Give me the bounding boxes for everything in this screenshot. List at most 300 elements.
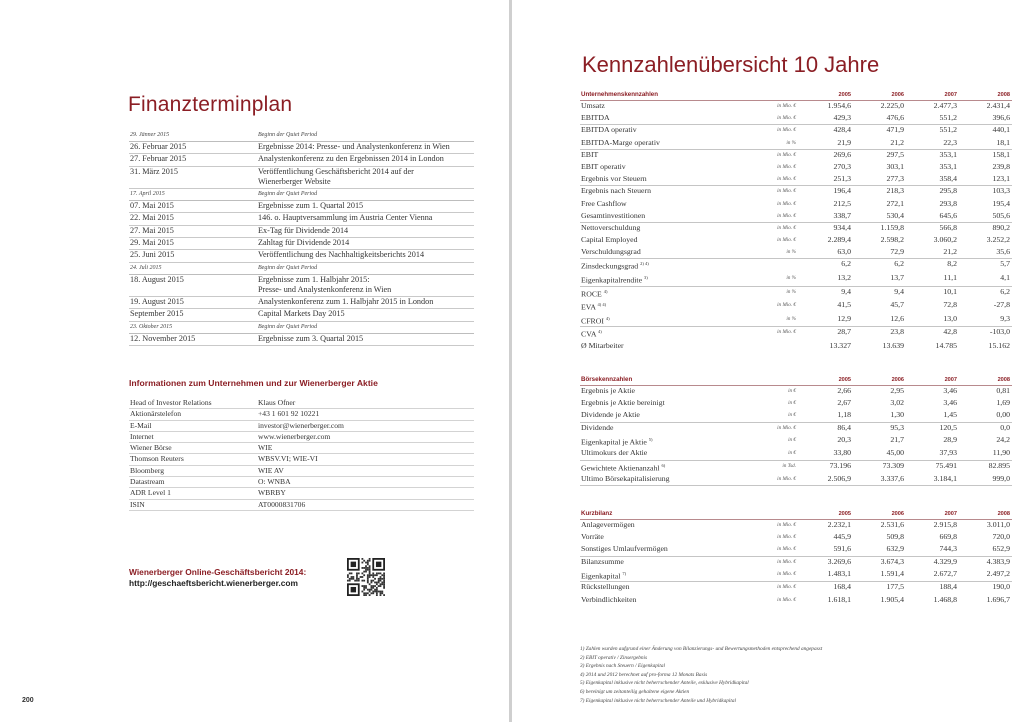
kpi-row [580, 174, 1012, 186]
kpi-value: 72,8 [943, 300, 957, 310]
kpi-unit: in Mio. € [777, 237, 796, 244]
kpi-value: 188,4 [939, 582, 958, 592]
calendar-date: 07. Mai 2015 [129, 200, 257, 212]
kpi-unit: in Mio. € [722, 113, 800, 125]
kpi-label [580, 247, 722, 259]
kpi-unit: in Mio. € [777, 188, 796, 195]
quiet-period-row [129, 130, 474, 142]
kpi-unit: in Mio. € [722, 568, 800, 582]
kpi-value: 13.639 [882, 341, 904, 350]
kpi-unit: in Mio. € [777, 127, 796, 134]
page-number: 200 [22, 697, 34, 704]
calendar-event [257, 262, 474, 274]
calendar-date: 27. Mai 2015 [129, 225, 257, 237]
info-label: ADR Level 1 [129, 488, 257, 499]
info-label: Wiener Börse [129, 443, 257, 454]
kpi-value: 2.477,3 [933, 101, 957, 110]
calendar-event-text: Beginn der Quiet Period [258, 264, 318, 271]
kpi-label-text: Eigenkapital je Aktie [581, 437, 647, 447]
footnote-ref: 4) [605, 315, 610, 321]
online-report-title: Wienerberger Online-Geschäftsbericht 2014: [129, 567, 307, 577]
company-info-heading: Informationen zum Unternehmen und zur Wienerberger Aktie [129, 378, 378, 388]
kpi-label-text: Rückstellungen [581, 582, 630, 592]
calendar-date: 26. Februar 2015 [129, 142, 257, 154]
kpi-value: 158,1 [992, 149, 1010, 159]
calendar-event-text: Capital Markets Day 2015 [258, 309, 345, 319]
kpi-value: 239,8 [992, 161, 1010, 171]
qr-code-icon [347, 558, 385, 596]
kpi-label-text: Zinsdeckungsgrad [581, 262, 639, 272]
kpi-value: 1,45 [906, 410, 959, 422]
kpi-value: 37,93 [906, 448, 959, 460]
kpi-value: 744,3 [906, 544, 959, 556]
kpi-label [580, 222, 722, 234]
calendar-event-text: Ergebnisse zum 3. Quartal 2015 [258, 333, 364, 343]
info-value: O: WNBA [257, 477, 474, 488]
kpi-value: 18,1 [959, 137, 1012, 149]
kpi-value: 1.618,1 [827, 594, 852, 604]
calendar-event-text: Beginn der Quiet Period [258, 323, 318, 330]
kpi-value: 195,4 [992, 198, 1010, 208]
kpi-value: 8,2 [947, 259, 957, 269]
kpi-value: 22,3 [906, 137, 959, 149]
calendar-date: 19. August 2015 [129, 296, 257, 308]
kpi-row [580, 544, 1012, 556]
footnote-ref: 4) 4) [597, 302, 607, 308]
kpi-value: 3.674,3 [880, 556, 905, 566]
kpi-unit: in Mio. € [777, 151, 796, 158]
kpi-value: 168,4 [833, 582, 852, 592]
kpi-label-text: Dividende je Aktie [581, 410, 640, 420]
kpi-label [580, 273, 722, 287]
kpi-label [580, 568, 722, 582]
calendar-event-text: Ex-Tag für Dividende 2014 [258, 225, 349, 235]
kpi-value: 2.506,9 [800, 474, 853, 486]
info-label: E-Mail [129, 420, 257, 431]
kpi-value: 9,4 [841, 286, 851, 296]
kpi-unit: in Mio. € [722, 544, 800, 556]
kpi-unit: in % [722, 137, 800, 149]
kpi-row [580, 398, 1012, 410]
year-header: 2008 [959, 375, 1012, 386]
info-value[interactable]: www.wienerberger.com [257, 431, 474, 442]
calendar-event-text: Beginn der Quiet Period [258, 132, 318, 138]
kpi-value: 82.895 [988, 460, 1011, 470]
calendar-date: 25. Juni 2015 [129, 250, 257, 262]
kpi-value: 3,46 [943, 398, 958, 408]
kpi-value: 14.785 [935, 341, 957, 350]
year-header: 2007 [906, 375, 959, 386]
year-header: 2007 [906, 509, 959, 520]
kpi-value: 2.225,0 [880, 101, 904, 110]
year-header: 2006 [853, 90, 906, 101]
kpi-value: 295,8 [939, 186, 957, 196]
kpi-value: 33,80 [800, 448, 853, 460]
kpi-label-text: EBIT [581, 149, 599, 159]
kpi-value: 3,02 [890, 398, 905, 408]
calendar-event-text: Zahltag für Dividende 2014 [258, 237, 350, 247]
kpi-value: 42,8 [943, 327, 957, 337]
kpi-label-text: EBITDA [581, 113, 610, 123]
kpi-row [580, 568, 1012, 582]
kpi-label [580, 259, 722, 273]
info-row [129, 499, 474, 510]
kpi-value: 297,5 [886, 149, 904, 159]
kpi-label [580, 313, 722, 327]
kpi-value: 24,2 [996, 434, 1011, 444]
kpi-value: 3.269,6 [827, 556, 852, 566]
kpi-value: 10,1 [943, 286, 957, 296]
kpi-value: 1,30 [853, 410, 906, 422]
kpi-unit: in Tsd. [782, 462, 797, 469]
year-header: 2006 [853, 375, 906, 386]
kpi-row [580, 341, 1012, 353]
kpi-label-text: EBITDA operativ [581, 125, 637, 135]
kpi-label-text: ROCE [581, 289, 602, 299]
kpi-unit: in Mio. € [722, 174, 800, 186]
info-value: WBRBY [257, 488, 474, 499]
kpi-value: 471,9 [886, 125, 904, 135]
calendar-row [129, 142, 474, 154]
kpi-value: 28,9 [943, 434, 958, 444]
kpi-label-text: Verbindlichkeiten [581, 594, 637, 604]
kpi-value: 35,6 [959, 247, 1012, 259]
kpi-value: 353,1 [939, 149, 957, 159]
footnote: 3) Ergebnis nach Steuern / Eigenkapital [580, 663, 665, 670]
financial-calendar-table [129, 130, 474, 346]
info-label: Bloomberg [129, 465, 257, 476]
kpi-label-text: Capital Employed [581, 235, 638, 245]
kpi-label [580, 448, 722, 460]
kpi-value: 3,46 [943, 386, 958, 395]
section-heading: Kurzbilanz [580, 509, 800, 520]
calendar-event-text: 146. o. Hauptversammlung im Austria Center Vienna [258, 213, 433, 223]
kpi-value: 1.954,6 [827, 101, 851, 110]
kpi-value: 21,2 [906, 247, 959, 259]
kpi-value: 13,2 [800, 273, 853, 287]
kpi-label [580, 149, 722, 161]
calendar-row [129, 200, 474, 212]
kpi-value: 293,8 [939, 198, 957, 208]
company-info-table [129, 398, 474, 511]
kpi-unit: in Mio. € [777, 558, 797, 565]
kpi-unit: in % [786, 288, 796, 295]
kpi-label [580, 198, 722, 210]
kpi-value: 303,1 [886, 161, 904, 171]
kpi-label-text: Ultimokurs der Aktie [581, 448, 648, 458]
footnote: 4) 2014 und 2012 berechnet auf pro-forma 12 Monats Basis [580, 671, 708, 678]
info-row [129, 431, 474, 442]
info-value: Klaus Ofner [257, 398, 474, 409]
kpi-label [580, 410, 722, 422]
kpi-value: 13,7 [853, 273, 906, 287]
kpi-row [580, 434, 1012, 448]
footnote-ref: 2) 4) [640, 261, 649, 267]
kpi-row [580, 448, 1012, 460]
kpi-value: 190,0 [992, 582, 1011, 592]
kpi-value: 72,9 [853, 247, 906, 259]
kpi-value: 6,2 [841, 259, 851, 269]
calendar-row [129, 213, 474, 225]
calendar-event [257, 142, 474, 154]
quiet-period-row [129, 188, 474, 200]
calendar-row [129, 154, 474, 166]
kpi-value: -103,0 [989, 327, 1010, 337]
kpi-value: 251,3 [800, 174, 853, 186]
kpi-value: 1,69 [996, 398, 1011, 408]
info-row [129, 398, 474, 409]
kpi-value: 270,3 [833, 161, 851, 171]
calendar-date: September 2015 [129, 309, 257, 321]
kpi-label [580, 186, 722, 198]
kpi-row [580, 520, 1012, 532]
kpi-value: 73.309 [882, 460, 905, 470]
info-label: Thomson Reuters [129, 454, 257, 465]
kpi-value: 2.672,7 [906, 568, 959, 582]
calendar-event [257, 225, 474, 237]
kpi-label-text: CFROI [581, 316, 604, 326]
kpi-value: 429,3 [800, 113, 853, 125]
kpi-value: 2.232,1 [827, 520, 852, 529]
kpi-value: 505,6 [959, 210, 1012, 222]
kpi-value: 123,1 [959, 174, 1012, 186]
left-page [0, 0, 509, 722]
kpi-label-text: Eigenkapital [581, 571, 621, 581]
kpi-unit: in Mio. € [777, 596, 797, 603]
kpi-row [580, 422, 1012, 434]
calendar-date: 29. Jänner 2015 [129, 130, 257, 142]
kpi-header-row [580, 90, 1012, 101]
kpi-label-text: Sonstiges Umlaufvermögen [581, 544, 668, 554]
footnote: 1) Zahlen wurden aufgrund einer Änderung von Bilanzierungs- und Bewertungsmethoden entsprechend angepasst [580, 646, 823, 652]
kpi-unit: in € [722, 410, 800, 422]
calendar-date: 23. Oktober 2015 [129, 321, 257, 333]
kpi-row [580, 300, 1012, 314]
kpi-value: 396,6 [959, 113, 1012, 125]
calendar-event [257, 237, 474, 249]
kpi-value: 13.327 [829, 341, 851, 350]
calendar-event-text: Analystenkonferenz zu den Ergebnissen 2014 in London [258, 154, 444, 164]
kpi-value: 218,3 [886, 186, 904, 196]
kpi-label-text: CVA [581, 330, 597, 339]
kpi-label [580, 286, 722, 300]
kpi-label-text: EBIT operativ [581, 161, 626, 171]
kpi-value: 63,0 [800, 247, 853, 259]
kpi-label-text: Bilanzsumme [581, 556, 624, 566]
kpi-label [580, 101, 722, 113]
calendar-event-text-line2: Wienerberger Website [258, 176, 331, 186]
year-header: 2007 [906, 90, 959, 101]
kpi-row [580, 149, 1012, 161]
footnote-ref: 4) [603, 288, 608, 294]
calendar-event-text: Ergebnisse zum 1. Quartal 2015 [258, 200, 364, 210]
footnote: 7) Eigenkapital inklusive nicht beherrschender Anteile und Hybridkapital [580, 697, 736, 704]
kpi-label [580, 532, 722, 544]
kpi-value: 21,7 [890, 434, 905, 444]
info-row [129, 409, 474, 420]
kpi-value: 999,0 [959, 474, 1012, 486]
kpi-row [580, 198, 1012, 210]
page-title-kennzahlen: Kennzahlenübersicht 10 Jahre [582, 52, 880, 77]
kpi-label-text: Vorräte [581, 532, 604, 542]
info-value: WBSV.VI; WIE-VI [257, 454, 474, 465]
kpi-value: 1.905,4 [880, 594, 905, 604]
page-title-finanzterminplan: Finanzterminplan [128, 93, 293, 116]
kpi-value: 890,2 [992, 222, 1010, 232]
kpi-value: 645,6 [906, 210, 959, 222]
kpi-value: 2,95 [890, 386, 905, 395]
calendar-row [129, 225, 474, 237]
calendar-event [257, 333, 474, 345]
kpi-label-text: Nettoverschuldung [581, 222, 641, 232]
kpi-label [580, 556, 722, 568]
calendar-event-text: Ergebnisse 2014: Presse- und Analystenkonferenz in Wien [258, 142, 450, 151]
kpi-row [580, 474, 1012, 486]
calendar-date: 17. April 2015 [129, 188, 257, 200]
kpi-value: 15.162 [988, 341, 1010, 350]
kpi-value: 21,9 [800, 137, 853, 149]
calendar-row [129, 309, 474, 321]
kpi-value: 9,3 [959, 313, 1012, 327]
kpi-unit: in % [722, 273, 800, 287]
info-value: AT0000831706 [257, 499, 474, 510]
calendar-event [257, 200, 474, 212]
kpi-row [580, 327, 1012, 341]
kpi-label [580, 520, 722, 532]
calendar-row [129, 250, 474, 262]
kpi-value: 45,00 [853, 448, 906, 460]
kpi-unit: in Mio. € [777, 329, 796, 336]
footnote-ref: 7) [622, 570, 627, 576]
kpi-value: 12,6 [853, 313, 906, 327]
calendar-event [257, 321, 474, 333]
calendar-event [257, 154, 474, 166]
kpi-header-row [580, 509, 1012, 520]
calendar-event [257, 296, 474, 308]
kpi-unit: in % [722, 247, 800, 259]
kpi-unit [722, 259, 800, 273]
kpi-label [580, 422, 722, 434]
kpi-label-text: Eigenkapitalrendite [581, 275, 643, 285]
section-heading: Unternehmenskennzahlen [580, 90, 800, 101]
kpi-row [580, 556, 1012, 568]
kpi-label [580, 174, 722, 186]
kpi-label-text: Anlagevermögen [581, 520, 635, 529]
kpi-label-text: Umsatz [581, 101, 605, 110]
kpi-value: 86,4 [837, 422, 852, 432]
kpi-label [580, 341, 722, 353]
kpi-label-text: EBITDA-Marge operativ [581, 137, 660, 147]
kpi-value: 1.591,4 [853, 568, 906, 582]
kpi-label [580, 460, 722, 474]
calendar-event-text: Ergebnisse zum 1. Halbjahr 2015: [258, 274, 370, 284]
calendar-event-text: Veröffentlichung Geschäftsbericht 2014 auf der [258, 166, 414, 176]
kpi-row [580, 247, 1012, 259]
kpi-label [580, 161, 722, 173]
calendar-event [257, 130, 474, 142]
kpi-value: 2.431,4 [986, 101, 1010, 110]
kpi-value: 75.491 [935, 460, 958, 470]
kpi-row [580, 273, 1012, 287]
kpi-unit: in € [788, 436, 797, 443]
kpi-value: 177,5 [886, 582, 905, 592]
kpi-unit: in Mio. € [722, 210, 800, 222]
online-report-url[interactable]: http://geschaeftsbericht.wienerberger.com [129, 578, 298, 588]
kpi-value: 3.060,2 [933, 235, 957, 245]
footnote-ref: 3) [644, 275, 648, 281]
kpi-value: 11,90 [959, 448, 1012, 460]
kpi-value: 277,3 [853, 174, 906, 186]
kpi-label [580, 544, 722, 556]
kpi-row [580, 313, 1012, 327]
info-row [129, 465, 474, 476]
kpi-value: 0,00 [959, 410, 1012, 422]
kpi-value: 566,8 [939, 222, 957, 232]
kpi-unit: in % [722, 313, 800, 327]
kpi-label-text: Gewichtete Aktienanzahl [581, 463, 660, 473]
calendar-row [129, 274, 474, 296]
kpi-value: 509,8 [886, 532, 905, 542]
quiet-period-row [129, 321, 474, 333]
kpi-value: 4.383,9 [986, 556, 1011, 566]
kpi-value: 11,1 [906, 273, 959, 287]
kpi-unit: in € [722, 448, 800, 460]
kpi-label [580, 474, 722, 486]
year-header: 2006 [853, 509, 906, 520]
kpi-unit: in Mio. € [777, 163, 796, 170]
kpi-value: 2.598,2 [880, 235, 904, 245]
kpi-value: 5,7 [1000, 259, 1010, 269]
calendar-event [257, 166, 474, 188]
kpi-row [580, 113, 1012, 125]
kpi-value: 652,9 [959, 544, 1012, 556]
kpi-label [580, 137, 722, 149]
kpi-value: 23,8 [890, 327, 904, 337]
kpi-value: 20,3 [837, 434, 852, 444]
calendar-date: 31. März 2015 [129, 166, 257, 188]
info-value[interactable]: investor@wienerberger.com [257, 420, 474, 431]
kpi-value: 3.011,0 [986, 520, 1011, 529]
kpi-value: 0,81 [996, 386, 1011, 395]
kpi-table-kurzbilanz [580, 509, 1012, 607]
info-label: ISIN [129, 499, 257, 510]
kpi-label [580, 300, 722, 314]
kpi-value: 4,1 [959, 273, 1012, 287]
kpi-value: 95,3 [890, 422, 905, 432]
kpi-table-boerse [580, 375, 1012, 486]
info-value: WIE [257, 443, 474, 454]
kpi-row [580, 186, 1012, 198]
info-label: Aktionärstelefon [129, 409, 257, 420]
kpi-value: 9,4 [894, 286, 904, 296]
calendar-event [257, 274, 474, 296]
kpi-unit: in Mio. € [777, 522, 797, 528]
kpi-header-row [580, 375, 1012, 386]
kpi-row [580, 222, 1012, 234]
kpi-unit: in Mio. € [777, 424, 797, 431]
kpi-value: 13,0 [906, 313, 959, 327]
kpi-label [580, 594, 722, 606]
calendar-row [129, 296, 474, 308]
footnote-ref: 5) [648, 436, 653, 442]
year-header: 2005 [800, 90, 853, 101]
kpi-value: 6,2 [1000, 286, 1010, 296]
kpi-row [580, 286, 1012, 300]
footnote-ref: 6) [661, 462, 666, 468]
kpi-value: 476,6 [853, 113, 906, 125]
kpi-value: 73.196 [829, 460, 852, 470]
kpi-value: 445,9 [833, 532, 852, 542]
